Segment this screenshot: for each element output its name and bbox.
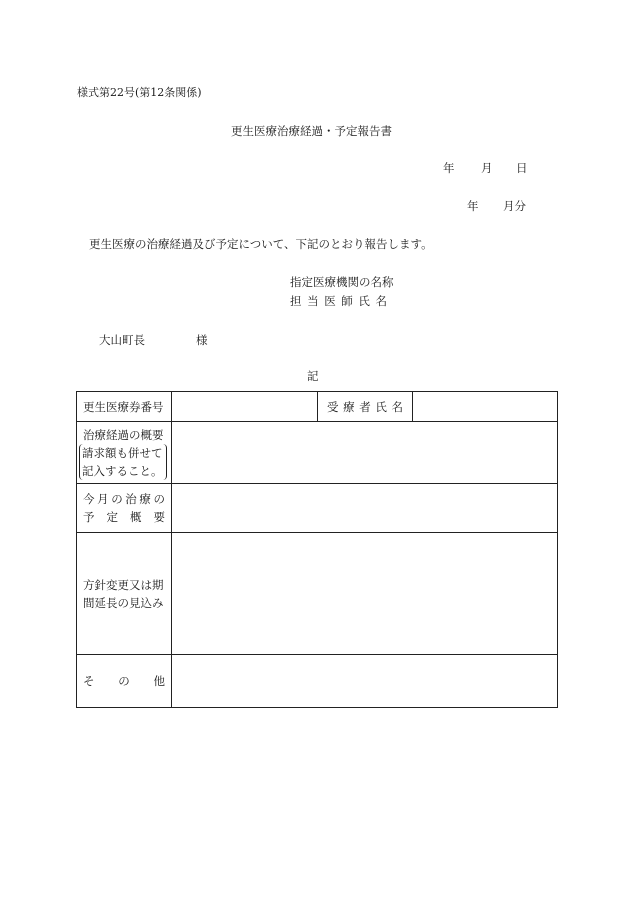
other-label: その他 (77, 655, 172, 708)
document-title: 更生医療治療経過・予定報告書 (231, 124, 392, 138)
ticket-number-field[interactable] (172, 392, 318, 422)
intro-text: 更生医療の治療経過及び予定について、下記のとおり報告します。 (89, 237, 433, 251)
progress-label-line3: 記入すること。 (82, 463, 163, 478)
ki-heading: 記 (307, 369, 319, 383)
addressee-name: 大山町長 (99, 333, 145, 347)
outlook-label-line1: 方針変更又は期 (83, 577, 164, 592)
other-field[interactable] (172, 655, 558, 708)
patient-name-label: 受療者氏名 (318, 392, 413, 422)
outlook-label (77, 533, 172, 655)
form-number: 様式第22号(第12条関係) (77, 86, 202, 99)
doctor-name-label: 担当医師氏名 (290, 294, 393, 308)
table-row-progress (77, 422, 558, 484)
outlook-field[interactable] (172, 533, 558, 655)
period-year-label: 年 (467, 199, 479, 213)
plan-summary-label (77, 484, 172, 533)
institution-name-label: 指定医療機関の名称 (290, 275, 394, 289)
plan-summary-field[interactable] (172, 484, 558, 533)
progress-summary-label (77, 422, 172, 484)
report-table (76, 391, 558, 708)
plan-label-line2: 予定概要 (83, 510, 165, 524)
report-date-year-label: 年 (443, 161, 455, 175)
addressee-honorific: 様 (196, 333, 208, 347)
progress-label-line2: 請求額も併せて (82, 445, 163, 460)
outlook-label-line2: 間延長の見込み (83, 595, 164, 610)
progress-label-line1: 治療経過の概要 (83, 427, 164, 442)
table-row-plan (77, 484, 558, 533)
ticket-number-label: 更生医療券番号 (77, 392, 172, 422)
table-row-other (77, 655, 558, 708)
report-date-day-label: 日 (516, 161, 528, 175)
progress-summary-field[interactable] (172, 422, 558, 484)
table-row-ticket (77, 392, 558, 422)
report-date-month-label: 月 (481, 161, 493, 175)
period-month-label: 月分 (503, 199, 526, 213)
table-row-outlook (77, 533, 558, 655)
plan-label-line1: 今月の治療の (83, 492, 165, 506)
patient-name-field[interactable] (413, 392, 558, 422)
progress-label-note (79, 444, 167, 480)
